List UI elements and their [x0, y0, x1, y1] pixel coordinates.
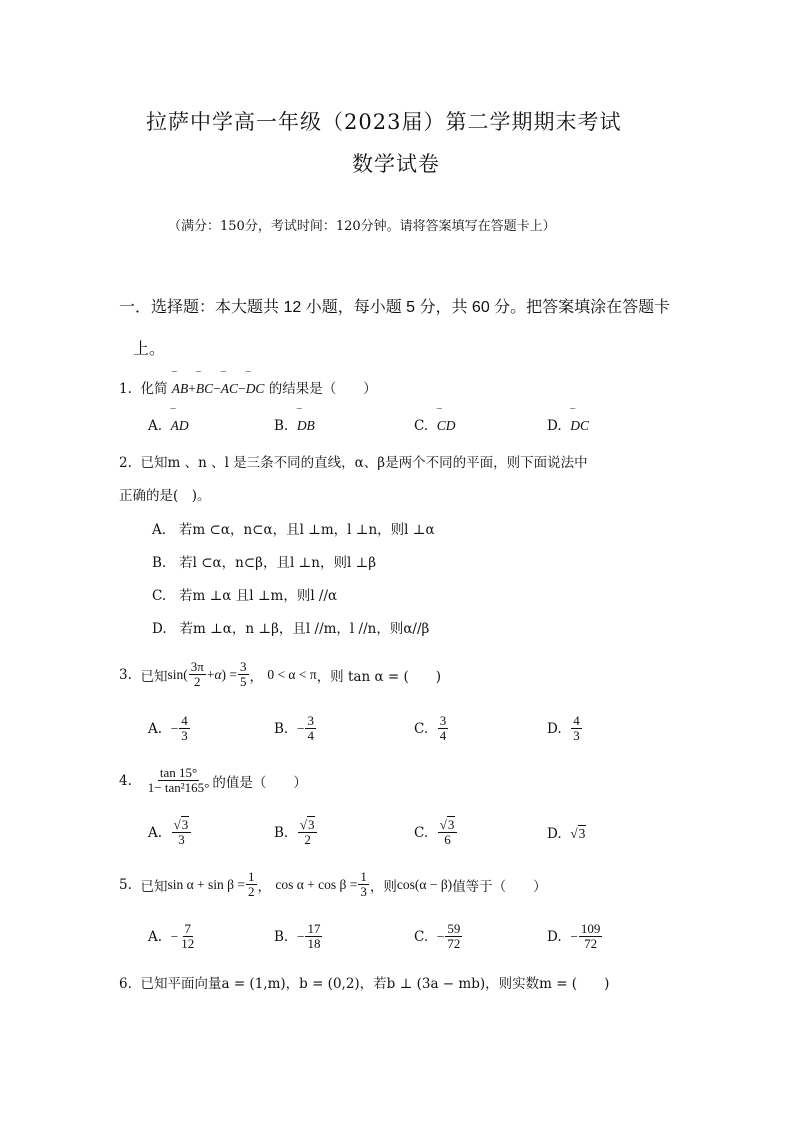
- q4-option-b: B. $\frac{√3}{2}$: [274, 818, 318, 847]
- question-5: 5. 已知 sin α + sin β = $\frac{1}{2}$ ， cos α + cos β = $\frac{1}{3}$ ，则 cos(α − β) 值等于（ ）: [119, 869, 547, 899]
- q2-option-c: C. 若m ⊥α 且l ⊥m，则l //α: [152, 588, 338, 604]
- q2-option-b: B. 若l ⊂α，n⊂β，且l ⊥n，则l ⊥β: [152, 555, 377, 571]
- section-heading-cont: 上。: [133, 341, 166, 358]
- q2-option-a: A. 若m ⊂α，n⊂α，且l ⊥m，l ⊥n，则l ⊥α: [152, 522, 435, 538]
- exam-note: （满分：150分，考试时间：120分钟。请将答案填写在答题卡上）: [168, 219, 556, 234]
- question-1: 1. 化简 ‾‾‾ AB+‾‾‾ BC−‾‾‾ AC−‾‾‾ DC 的结果是（ ）: [119, 377, 377, 397]
- q1-option-c: C. ‾‾‾ CD: [414, 418, 456, 434]
- q2-option-d: D. 若m ⊥α，n ⊥β，且l //m，l //n，则α//β: [152, 621, 430, 637]
- section-heading: 一．选择题：本大题共 12 小题，每小题 5 分，共 60 分。把答案填涂在答题卡: [119, 299, 671, 316]
- question-6: 6. 已知平面向量a = (1,m)，b = (0,2)，若b ⊥ (3a − mb)，则实数m = ( ): [119, 976, 610, 992]
- q5-option-a: A. − $\frac{7}{12}$: [148, 921, 195, 951]
- q5-option-d: D. − $\frac{109}{72}$: [547, 921, 601, 951]
- question-4: 4. $\frac{\tan 15^\circ}{\text{1− tan²165°}}$ 的值是（ ）: [119, 765, 307, 795]
- q1-option-b: B. ‾‾‾ DB: [274, 418, 315, 434]
- exam-subtitle: 数学试卷: [352, 152, 440, 176]
- q3-option-b: B. − $\frac{3}{4}$: [274, 713, 314, 743]
- question-2-cont: 正确的是( )。: [119, 488, 211, 504]
- q1-option-d: D. ‾‾‾ DC: [547, 418, 589, 434]
- exam-title: 拉萨中学高一年级（2023届）第二学期期末考试: [146, 110, 622, 134]
- q4-option-c: C. $\frac{√3}{6}$: [414, 818, 458, 847]
- q5-option-b: B. − $\frac{17}{18}$: [274, 921, 321, 951]
- q4-option-a: A. $\frac{√3}{3}$: [148, 818, 192, 847]
- question-2: 2. 已知m 、n 、l 是三条不同的直线，α、β是两个不同的平面，则下面说法中: [119, 455, 588, 471]
- q3-option-d: D. $\frac{4}{3}$: [547, 713, 580, 743]
- q4-option-d: D. √3: [547, 826, 586, 842]
- q3-option-a: A. − $\frac{4}{3}$: [148, 713, 188, 743]
- q3-option-c: C. $\frac{3}{4}$: [414, 713, 447, 743]
- question-3: 3. 已知 sin( $\frac{3\pi}{2}$ + α ) = $\frac{3}{5}$ ， 0 < α < π ，则 tan α = ( ): [119, 659, 441, 689]
- q5-option-c: C. − $\frac{59}{72}$: [414, 921, 461, 951]
- q1-option-a: A. ‾‾‾ AD: [148, 418, 189, 434]
